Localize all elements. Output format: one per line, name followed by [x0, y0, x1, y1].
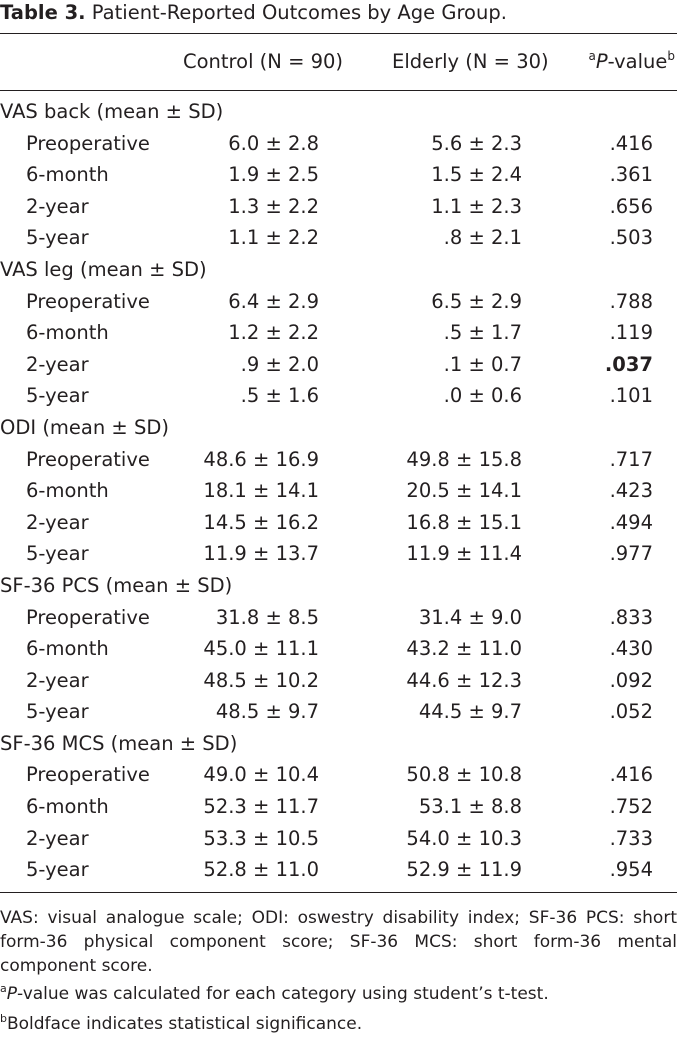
- column-header-pvalue: [588, 48, 675, 78]
- p-value: .717: [609, 447, 653, 471]
- row-label: 5-year: [26, 700, 89, 724]
- control-value: .5 ± 1.6: [240, 384, 319, 408]
- control-value: 1.9 ± 2.5: [228, 163, 319, 187]
- table-row: [0, 823, 677, 855]
- p-value: .361: [609, 163, 653, 187]
- row-label: 2-year: [26, 668, 89, 692]
- table-body: [0, 96, 677, 886]
- elderly-value: 20.5 ± 14.1: [406, 479, 522, 503]
- p-value: .423: [609, 479, 653, 503]
- table-row: [0, 159, 677, 191]
- p-value: .430: [609, 637, 653, 661]
- p-value: .101: [609, 384, 653, 408]
- p-value: .052: [609, 700, 653, 724]
- header-rule: [0, 90, 677, 91]
- row-label: 6-month: [26, 163, 109, 187]
- table-row: [0, 602, 677, 634]
- elderly-value: 11.9 ± 11.4: [406, 542, 522, 566]
- elderly-value: 50.8 ± 10.8: [406, 763, 522, 787]
- abbreviations-note: VAS: visual analogue scale; ODI: oswestry disability index; SF-36 PCS: short form-36 physical component score; SF-36 MCS: short form-36 mental component score.: [0, 908, 677, 976]
- elderly-value: 52.9 ± 11.9: [406, 858, 522, 882]
- group-header-row: [0, 412, 677, 444]
- p-value: .119: [609, 321, 653, 345]
- elderly-value: 53.1 ± 8.8: [418, 795, 522, 819]
- row-label: 2-year: [26, 352, 89, 376]
- control-value: 52.3 ± 11.7: [203, 795, 319, 819]
- footnote-b-mark: b: [0, 1012, 7, 1025]
- control-value: 18.1 ± 14.1: [203, 479, 319, 503]
- row-label: 2-year: [26, 510, 89, 534]
- control-value: 48.5 ± 9.7: [215, 700, 319, 724]
- elderly-value: 44.5 ± 9.7: [418, 700, 522, 724]
- elderly-value: 43.2 ± 11.0: [406, 637, 522, 661]
- p-value: .656: [609, 194, 653, 218]
- row-label: 6-month: [26, 479, 109, 503]
- table-caption: [0, 1, 507, 25]
- group-label: SF-36 MCS (mean ± SD): [0, 731, 238, 755]
- table-row: [0, 538, 677, 570]
- footnote-a: [0, 982, 677, 1008]
- table-row: [0, 444, 677, 476]
- pvalue-p: P: [595, 50, 608, 73]
- control-value: 48.5 ± 10.2: [203, 668, 319, 692]
- row-label: 2-year: [26, 194, 89, 218]
- group-label: VAS back (mean ± SD): [0, 100, 224, 123]
- p-value: .092: [609, 668, 653, 692]
- table-row: [0, 317, 677, 349]
- row-label: 5-year: [26, 226, 89, 250]
- control-value: 14.5 ± 16.2: [203, 510, 319, 534]
- p-value: .788: [609, 289, 653, 313]
- row-label: Preoperative: [26, 763, 150, 787]
- group-label: ODI (mean ± SD): [0, 415, 169, 439]
- table-row: [0, 633, 677, 665]
- p-value: .752: [609, 795, 653, 819]
- elderly-value: 5.6 ± 2.3: [431, 131, 522, 155]
- table-row: [0, 222, 677, 254]
- row-label: Preoperative: [26, 605, 150, 629]
- row-label: Preoperative: [26, 447, 150, 471]
- elderly-value: 1.1 ± 2.3: [431, 194, 522, 218]
- column-header-elderly: Elderly (N = 30): [392, 50, 549, 73]
- control-value: 45.0 ± 11.1: [203, 637, 319, 661]
- table-row: [0, 696, 677, 728]
- table-row: [0, 791, 677, 823]
- elderly-value: 6.5 ± 2.9: [431, 289, 522, 313]
- table-row: [0, 191, 677, 223]
- footnote-b: [0, 1012, 677, 1038]
- elderly-value: 31.4 ± 9.0: [418, 605, 522, 629]
- row-label: 6-month: [26, 637, 109, 661]
- control-value: 6.0 ± 2.8: [228, 131, 319, 155]
- p-value: .037: [604, 352, 653, 376]
- table-row: [0, 854, 677, 886]
- row-label: 5-year: [26, 384, 89, 408]
- table-row: [0, 759, 677, 791]
- footnote-b-text: Boldface indicates statistical significance.: [6, 1014, 363, 1034]
- p-value: .977: [609, 542, 653, 566]
- row-label: 5-year: [26, 858, 89, 882]
- control-value: 48.6 ± 16.9: [203, 447, 319, 471]
- p-value: .954: [609, 858, 653, 882]
- elderly-value: .1 ± 0.7: [443, 352, 522, 376]
- pvalue-rest: -value: [607, 50, 668, 73]
- control-value: 1.2 ± 2.2: [228, 321, 319, 345]
- row-label: 6-month: [26, 321, 109, 345]
- group-header-row: [0, 254, 677, 286]
- control-value: 53.3 ± 10.5: [203, 826, 319, 850]
- row-label: Preoperative: [26, 289, 150, 313]
- footnote-a-mark: a: [0, 982, 7, 995]
- elderly-value: 54.0 ± 10.3: [406, 826, 522, 850]
- p-value: .416: [609, 131, 653, 155]
- row-label: 2-year: [26, 826, 89, 850]
- control-value: 6.4 ± 2.9: [228, 289, 319, 313]
- control-value: 1.1 ± 2.2: [228, 226, 319, 250]
- p-value: .494: [609, 510, 653, 534]
- control-value: 49.0 ± 10.4: [203, 763, 319, 787]
- control-value: .9 ± 2.0: [240, 352, 319, 376]
- elderly-value: .0 ± 0.6: [443, 384, 522, 408]
- table-row: [0, 349, 677, 381]
- row-label: 5-year: [26, 542, 89, 566]
- table-row: [0, 128, 677, 160]
- table-header: [0, 33, 677, 90]
- pvalue-sup-a: a: [588, 49, 596, 63]
- group-header-row: [0, 96, 677, 128]
- elderly-value: .8 ± 2.1: [443, 226, 522, 250]
- footnote-a-text: -value was calculated for each category using student’s t-test.: [17, 984, 549, 1004]
- footnote-a-p: P: [6, 984, 18, 1004]
- pvalue-sup-b: b: [667, 49, 675, 63]
- elderly-value: 49.8 ± 15.8: [406, 447, 522, 471]
- elderly-value: 44.6 ± 12.3: [406, 668, 522, 692]
- elderly-value: .5 ± 1.7: [443, 321, 522, 345]
- control-value: 1.3 ± 2.2: [228, 194, 319, 218]
- table-row: [0, 286, 677, 318]
- table-row: [0, 665, 677, 697]
- group-label: SF-36 PCS (mean ± SD): [0, 573, 233, 597]
- group-header-row: [0, 570, 677, 602]
- elderly-value: 1.5 ± 2.4: [431, 163, 522, 187]
- row-label: Preoperative: [26, 131, 150, 155]
- p-value: .416: [609, 763, 653, 787]
- elderly-value: 16.8 ± 15.1: [406, 510, 522, 534]
- column-header-control: Control (N = 90): [183, 50, 344, 73]
- row-label: 6-month: [26, 795, 109, 819]
- bottom-rule: [0, 892, 677, 893]
- control-value: 31.8 ± 8.5: [215, 605, 319, 629]
- table-row: [0, 475, 677, 507]
- table-row: [0, 380, 677, 412]
- group-header-row: [0, 728, 677, 760]
- group-label: VAS leg (mean ± SD): [0, 257, 207, 281]
- p-value: .833: [609, 605, 653, 629]
- control-value: 52.8 ± 11.0: [203, 858, 319, 882]
- table-footnotes: [0, 906, 677, 1038]
- control-value: 11.9 ± 13.7: [203, 542, 319, 566]
- table-row: [0, 507, 677, 539]
- table-number: Table 3.: [0, 1, 86, 24]
- table-title: Patient-Reported Outcomes by Age Group.: [91, 1, 507, 24]
- p-value: .733: [609, 826, 653, 850]
- p-value: .503: [609, 226, 653, 250]
